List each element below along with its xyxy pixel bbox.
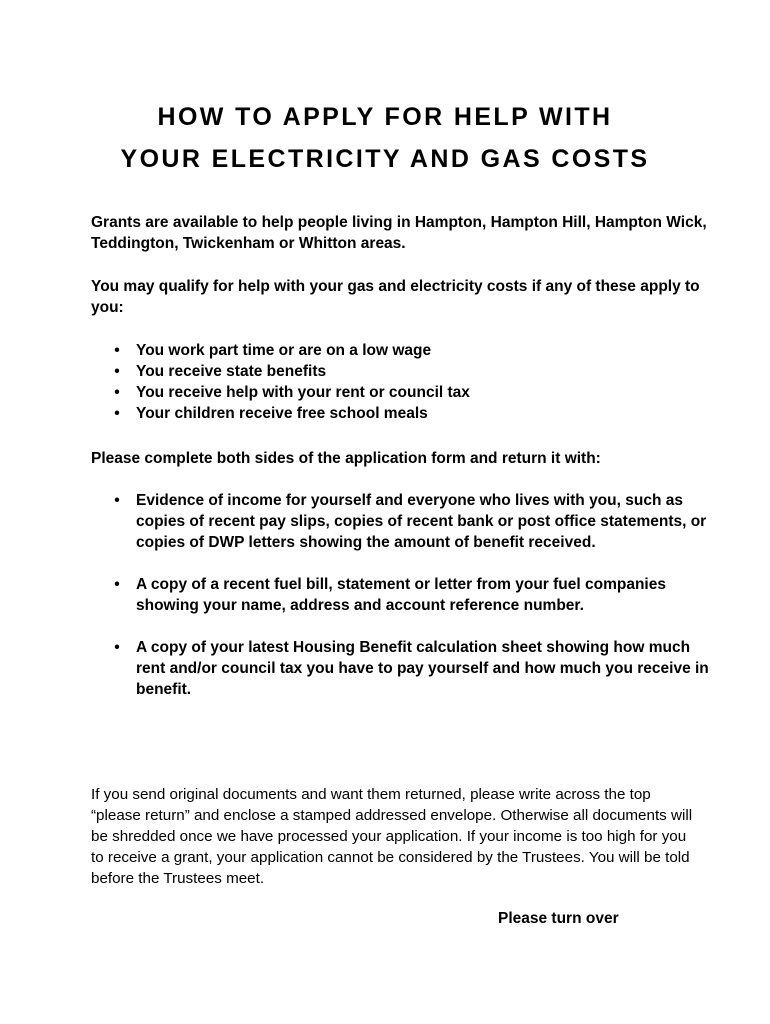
bullet-icon: • xyxy=(114,576,120,593)
bullet-icon: • xyxy=(114,342,120,359)
grants-paragraph: Grants are available to help people living in Hampton, Hampton Hill, Hampton Wick, Teddington, Twickenham or Whitton areas. xyxy=(91,214,707,252)
title-line-2: YOUR ELECTRICITY AND GAS COSTS xyxy=(120,145,650,173)
bullet-icon: • xyxy=(114,405,120,422)
list-item xyxy=(91,340,711,361)
page-title xyxy=(0,96,770,180)
list-item-text: A copy of a recent fuel bill, statement or letter from your fuel companies showing your name, address and account reference number. xyxy=(136,576,666,614)
list-item xyxy=(91,574,711,616)
qualify-paragraph: You may qualify for help with your gas and electricity costs if any of these apply to you: xyxy=(91,278,700,316)
list-item xyxy=(91,403,711,424)
list-item-text: Evidence of income for yourself and everyone who lives with you, such as copies of recent pay slips, copies of recent bank or post office statements, or copies of DWP letters showing the amount of benefit received. xyxy=(136,492,707,551)
bullet-icon: • xyxy=(114,492,120,509)
title-line-1: HOW TO APPLY FOR HELP WITH xyxy=(157,103,613,131)
list-item-text: You receive state benefits xyxy=(136,363,327,380)
list-item-text: You work part time or are on a low wage xyxy=(136,342,432,359)
list-item xyxy=(91,490,711,553)
complete-paragraph: Please complete both sides of the application form and return it with: xyxy=(91,450,601,467)
list-item-text: A copy of your latest Housing Benefit calculation sheet showing how much rent and/or council tax you have to pay yourself and how much you receive in benefit. xyxy=(136,639,709,698)
turn-over-note: Please turn over xyxy=(498,910,619,927)
qualify-list xyxy=(91,340,711,424)
evidence-list xyxy=(91,490,711,721)
list-item xyxy=(91,361,711,382)
bullet-icon: • xyxy=(114,639,120,656)
list-item xyxy=(91,637,711,700)
bullet-icon: • xyxy=(114,384,120,401)
list-item xyxy=(91,382,711,403)
original-documents-paragraph: If you send original documents and want them returned, please write across the top “please return” and enclose a stamped addressed envelope. Otherwise all documents will be shredded once we have processed your application. If your income is too high for you to receive a grant, your application cannot be considered by the Trustees. You will be told before the Trustees meet. xyxy=(91,786,693,887)
list-item-text: You receive help with your rent or council tax xyxy=(136,384,470,401)
list-item-text: Your children receive free school meals xyxy=(136,405,428,422)
bullet-icon: • xyxy=(114,363,120,380)
